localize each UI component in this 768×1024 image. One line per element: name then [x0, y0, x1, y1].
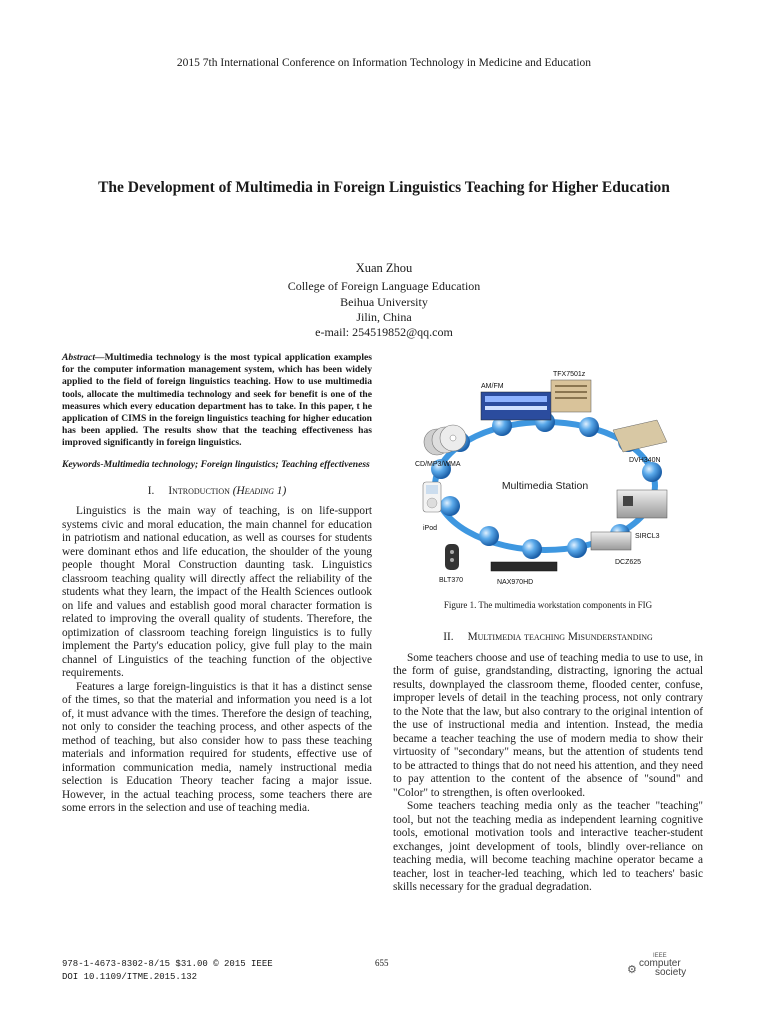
gear-icon: ⚙: [627, 964, 637, 976]
tfx-device-icon: [551, 380, 591, 412]
figure-multimedia-station: [405, 360, 695, 592]
author-name: Xuan Zhou: [355, 261, 413, 275]
nax-device-icon: [491, 562, 557, 571]
author-university: Beihua University: [340, 294, 428, 309]
device-label-nax: NAX970HD: [497, 579, 534, 586]
node-ball: [567, 538, 587, 558]
node-ball: [579, 417, 599, 437]
device-label-sircl: SIRCL3: [635, 533, 660, 540]
logo-text: society: [655, 967, 687, 978]
node-ball: [479, 526, 499, 546]
paragraph: Features a large foreign-linguistics is that it has a distinct sense of the times, so that the material and information you need is a lot of, it must advance with the times. Therefore the design of teaching, not only to consider the teaching process, and other aspects of the method of teaching, but also consider how to pass these teaching materials and information required for students, effective use of information communication media, namely instructional media selection is Education Theory teacher facing a major issue. However, in the actual teaching process, some teachers there are some errors in the selection and use of teaching media.: [62, 680, 372, 815]
device-label-tfx: TFX7501z: [553, 371, 586, 378]
cd-hole: [450, 435, 456, 441]
device-label-dvh: DVH340N: [629, 457, 661, 464]
ieee-computer-society-logo: [627, 953, 707, 979]
paper-title: The Development of Multimedia in Foreign Linguistics Teaching for Higher Education: [98, 179, 670, 196]
logo-text: computer: [639, 958, 681, 969]
section-heading-2: [393, 631, 703, 645]
paragraph: Some teachers teaching media only as the teacher "teaching" tool, but not the teaching media as independent learning cognitive tools, emotional motivation tools and interactive teacher-student exchanges, joint development of tools, blindly over-reliance on teaching media, will become teaching machine operator became a teacher, lost in teacher-led teaching, which led to teachers' basic skills necessary for the gradual degradation.: [393, 800, 703, 893]
abstract-label: Abstract—: [62, 352, 105, 363]
author-affiliation: College of Foreign Language Education: [287, 279, 481, 294]
center-label: Multimedia Station: [501, 480, 589, 492]
dvh-device-icon: [613, 420, 667, 452]
section-title: Multimedia teaching Misunderstanding: [467, 631, 653, 643]
dcz-device-icon: [591, 532, 631, 550]
paragraph: Linguistics is the main way of teaching, is on life-support systems civic and moral education, the main channel for education in patriotism and national education, as well as courses for students were dominant ethos and life education, the shoulder of the young people thought Moral Construction daunting task. Linguistics classroom teaching quality will directly affect the reliability of the students what they learn, the impact of the Health Sciences outlook on life and values and establish good moral character formation is related to improving the overall quality of students. Therefore, the optimization of classroom teaching foreign linguistics is to fully implement the Party's education policy, give full play to the main channel of Linguistics of the teaching function of the objective requirements.: [62, 505, 372, 680]
node-ball: [522, 539, 542, 559]
device-label-amfm: AM/FM: [481, 383, 504, 390]
author-location: Jilin, China: [356, 309, 412, 324]
device-label-blt: BLT370: [439, 577, 463, 584]
node-ball: [440, 496, 460, 516]
keywords: Keywords-Multimedia technology; Foreign linguistics; Teaching effectiveness: [62, 458, 370, 470]
figure-caption: Figure 1. The multimedia workstation components in FIG: [443, 600, 653, 610]
device-label-cd: CD/MP3/WMA: [415, 461, 461, 468]
page-number: 655: [375, 958, 389, 968]
logo-text: IEEE: [653, 953, 667, 959]
right-column: [393, 631, 703, 895]
tfx-grille: [555, 397, 587, 399]
footer-doi: DOI 10.1109/ITME.2015.132: [62, 972, 198, 982]
blt-button: [450, 558, 454, 562]
abstract-text: Multimedia technology is the most typical application examples for the computer information management system, which has been widely applied to the field of foreign linguistics teaching. How to use multimedia tools, allocate the multimedia technology and seek for benefit is one of the measures which every education department has to take. In this paper, t he application of CIMS in the foreign linguistics teaching for higher education has been applied. The results show that the teaching effectiveness has improved significantly in foreign linguistics.: [62, 352, 372, 449]
tfx-grille: [555, 391, 587, 393]
node-ball: [642, 462, 662, 482]
blt-device-icon: [445, 544, 459, 570]
conference-header: 2015 7th International Conference on Information Technology in Medicine and Education: [176, 57, 592, 69]
paragraph: Some teachers choose and use of teaching media to use to use, in the form of guise, grandstanding, distracting, ignoring the actual results, downplayed the classroom theme, flooded center, confuse, improper levels of detail in the teaching process, not only contrary to the Note that the law, but also contrary to the original intention of the use of instructional media and intention. Instead, the media became a teacher teaching the use of modern media to show their virtuosity of "secondary" means, but the attention of students tend to be attracted to things that do not need his attention, and they need to pay attention to the content of the absence of "sound" and "Color" to strengthen, is often overlooked.: [393, 651, 703, 799]
section-title: Introduction: [168, 484, 230, 497]
footer-isbn: 978-1-4673-8302-8/15 $31.00 © 2015 IEEE: [62, 959, 273, 969]
author-email[interactable]: e-mail: 254519852@qq.com: [315, 325, 453, 340]
tfx-grille: [555, 385, 587, 387]
abstract: [62, 352, 372, 450]
footer-citation: [62, 958, 273, 984]
amfm-display: [485, 406, 547, 410]
blt-button: [450, 550, 454, 554]
device-label-ipod: iPod: [423, 525, 438, 532]
sircl-panel: [623, 496, 633, 506]
amfm-display: [485, 396, 547, 402]
section-number: I.: [147, 484, 155, 497]
device-label-dcz: DCZ625: [615, 559, 642, 566]
figure-diagram: [405, 360, 695, 592]
section-number: II.: [443, 631, 454, 643]
ipod-wheel: [427, 498, 437, 508]
left-column: [62, 352, 372, 816]
section-heading-1: [62, 485, 372, 499]
author-block: [0, 261, 768, 340]
ipod-screen: [426, 485, 438, 494]
section-suffix: (Heading 1): [229, 484, 287, 497]
